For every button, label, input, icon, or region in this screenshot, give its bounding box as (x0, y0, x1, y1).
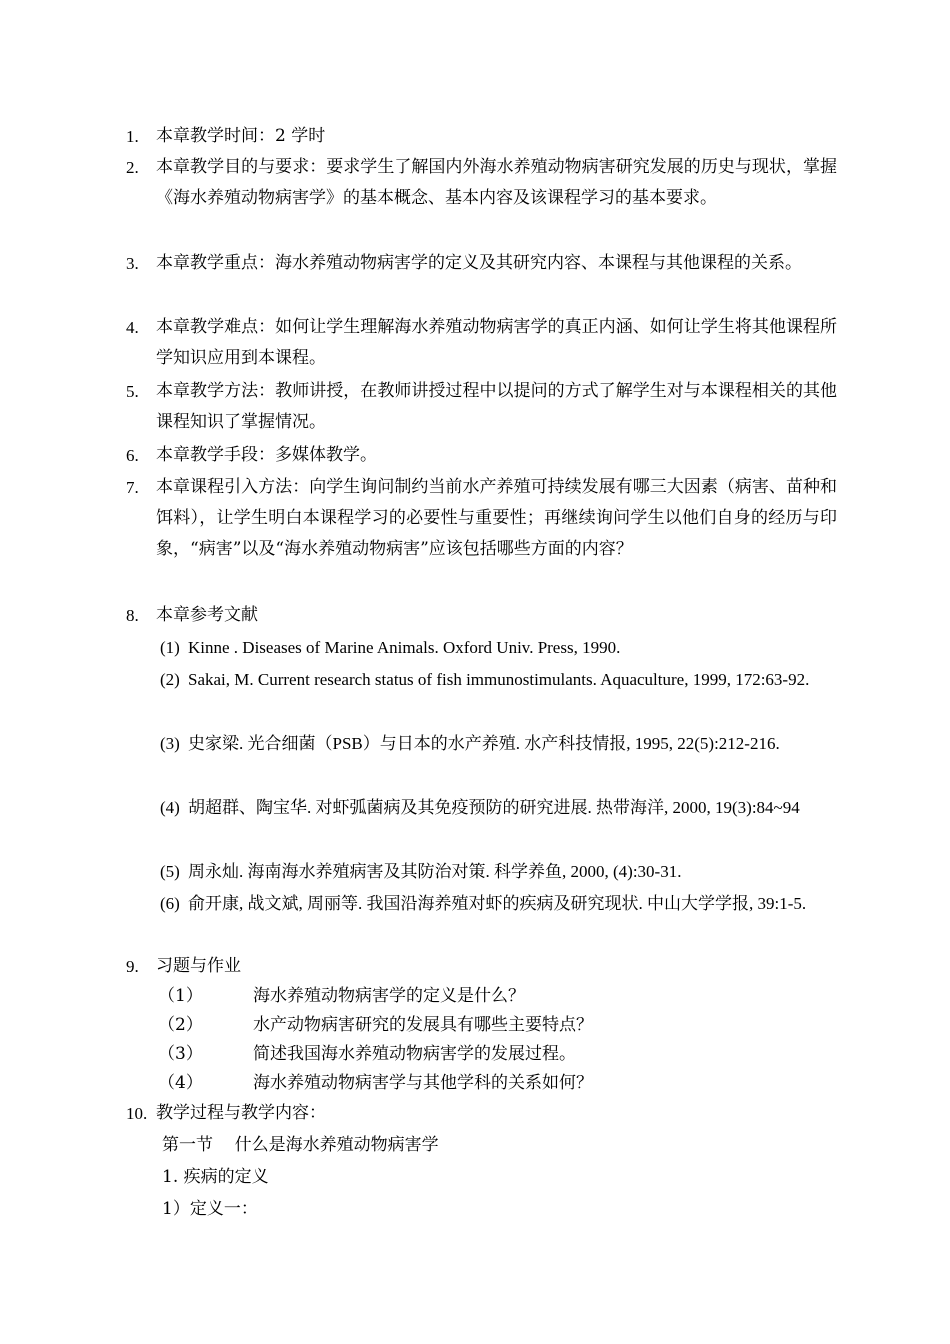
list-item-9 (126, 951, 837, 982)
list-item-2 (126, 152, 837, 214)
list-item-7 (126, 472, 837, 565)
reference-text: 俞开康, 战文斌, 周丽等. 我国沿海养殖对虾的疾病及研究现状. 中山大学学报, 39:1-5. (188, 894, 807, 913)
reference-text: Sakai, M. Current research status of fish immunostimulants. Aquaculture, 1999, 172:63-92. (188, 670, 810, 689)
reference-item-3 (160, 728, 837, 759)
reference-item-4 (160, 792, 837, 823)
reference-number: (1) (160, 638, 180, 657)
exercise-text: 水产动物病害研究的发展具有哪些主要特点？ (253, 1015, 593, 1035)
reference-text: 史家梁. 光合细菌（PSB）与日本的水产养殖. 水产科技情报, 1995, 22(5):212-216. (188, 734, 780, 753)
exercise-number: （3） (158, 1044, 203, 1064)
list-number: 2. (126, 158, 139, 177)
exercise-text: 海水养殖动物病害学的定义是什么？ (253, 986, 525, 1006)
reference-number: (3) (160, 734, 180, 753)
list-number: 8. (126, 606, 139, 625)
list-text: 本章教学重点：海水养殖动物病害学的定义及其研究内容、本课程与其他课程的关系。 (156, 253, 802, 273)
list-item-4 (126, 312, 837, 374)
reference-number: (4) (160, 798, 180, 817)
reference-number: (2) (160, 670, 180, 689)
exercise-number: （4） (158, 1073, 203, 1093)
exercise-number: （2） (158, 1015, 203, 1035)
exercise-item-2 (158, 1011, 838, 1040)
section-title: 第一节 什么是海水养殖动物病害学 (162, 1135, 439, 1155)
list-item-8 (126, 600, 837, 631)
list-number: 3. (126, 254, 139, 273)
list-item-5 (126, 376, 837, 438)
reference-item-2 (160, 664, 837, 695)
list-number: 9. (126, 957, 139, 976)
list-item-3 (126, 248, 837, 279)
reference-item-5 (160, 856, 837, 887)
list-item-6 (126, 440, 837, 471)
reference-item-1 (160, 632, 837, 663)
exercise-item-4 (158, 1069, 838, 1098)
exercise-number: （1） (158, 986, 203, 1006)
section-subtitle: 1. 疾病的定义 (162, 1167, 269, 1187)
exercise-item-1 (158, 982, 838, 1011)
list-number: 1. (126, 127, 139, 146)
list-text: 本章教学时间：2 学时 (156, 126, 326, 146)
reference-item-6 (160, 888, 837, 919)
list-number: 5. (126, 382, 139, 401)
list-text: 习题与作业 (156, 956, 241, 976)
exercise-text: 海水养殖动物病害学与其他学科的关系如何？ (253, 1073, 593, 1093)
list-text: 教学过程与教学内容： (156, 1103, 326, 1123)
list-text: 本章课程引入方法：向学生询问制约当前水产养殖可持续发展有哪三大因素（病害、苗种和饵料），让学生明白本课程学习的必要性与重要性；再继续询问学生以他们自身的经历与印象，“病害”以及“海水养殖动物病害”应该包括哪些方面的内容？ (156, 477, 837, 559)
list-number: 6. (126, 446, 139, 465)
reference-number: (5) (160, 862, 180, 881)
list-number: 10. (126, 1104, 148, 1123)
list-text: 本章教学方法：教师讲授，在教师讲授过程中以提问的方式了解学生对与本课程相关的其他课程知识了掌握情况。 (156, 381, 837, 432)
list-text: 本章教学难点：如何让学生理解海水养殖动物病害学的真正内涵、如何让学生将其他课程所学知识应用到本课程。 (156, 317, 837, 368)
exercise-text: 简述我国海水养殖动物病害学的发展过程。 (253, 1044, 576, 1064)
reference-number: (6) (160, 894, 180, 913)
reference-text: 周永灿. 海南海水养殖病害及其防治对策. 科学养鱼, 2000, (4):30-31. (188, 862, 682, 881)
exercise-item-3 (158, 1040, 838, 1069)
reference-text: Kinne . Diseases of Marine Animals. Oxford Univ. Press, 1990. (188, 638, 621, 657)
list-text: 本章教学手段：多媒体教学。 (156, 445, 377, 465)
reference-text: 胡超群、陶宝华. 对虾弧菌病及其免疫预防的研究进展. 热带海洋, 2000, 19(3):84~94 (188, 798, 800, 817)
list-item-10 (126, 1098, 837, 1129)
definition-label: 1）定义一： (162, 1199, 258, 1219)
list-number: 4. (126, 318, 139, 337)
list-number: 7. (126, 478, 139, 497)
list-text: 本章参考文献 (156, 605, 258, 625)
list-item-1 (126, 121, 837, 152)
list-text: 本章教学目的与要求：要求学生了解国内外海水养殖动物病害研究发展的历史与现状，掌握《海水养殖动物病害学》的基本概念、基本内容及该课程学习的基本要求。 (156, 157, 837, 208)
